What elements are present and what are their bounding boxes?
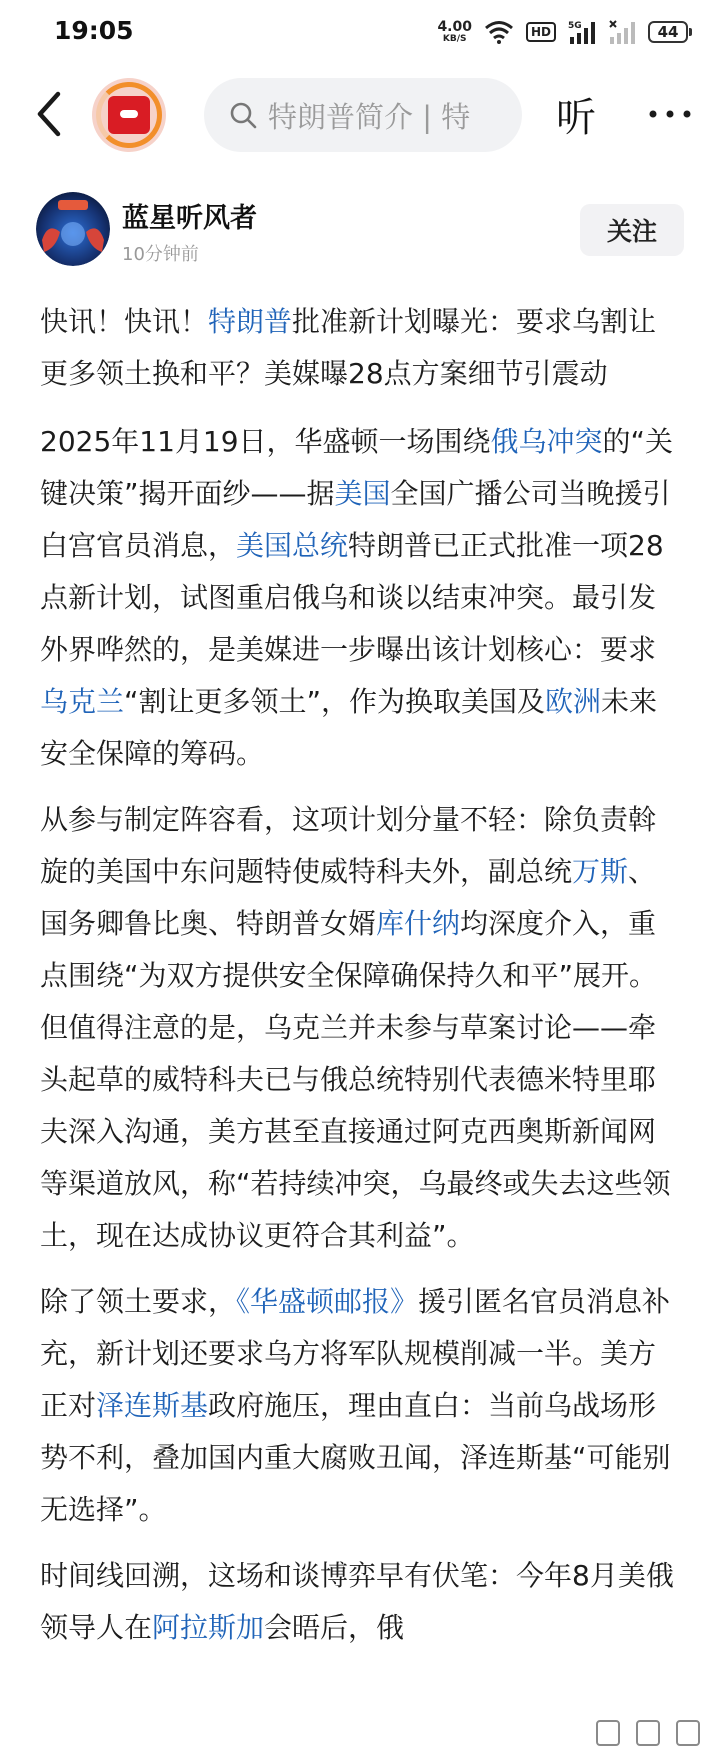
follow-button[interactable]: 关注 (580, 204, 684, 256)
article-link[interactable]: 阿拉斯加 (152, 1611, 265, 1644)
article-link[interactable]: 美国总统 (236, 529, 349, 562)
article-body (40, 296, 682, 1668)
article-text: 政府施压，理由直白：当前乌战场形势不利，叠加国内重大腐败丑闻，泽连斯基“可能别无选择”。 (40, 1389, 671, 1526)
article-text: 的“关键决策”揭开面纱——据 (40, 425, 674, 510)
article-text: 援引匿名官员消息补充，新计划还要求乌方将军队规模削减一半。美方正对 (40, 1285, 671, 1422)
floating-action-bar (588, 1716, 708, 1750)
signal-sim2-icon (608, 19, 636, 45)
post-time: 10分钟前 (122, 244, 199, 265)
wifi-icon (484, 20, 514, 44)
article-link[interactable]: 美国 (334, 477, 391, 510)
article-text: 时间线回溯，这场和谈博弈早有伏笔：今年8月美俄领导人在 (40, 1559, 674, 1644)
network-speed-value: 4.00 (437, 19, 472, 35)
battery-icon (648, 21, 692, 43)
article-paragraph (40, 416, 682, 780)
battery-level: 44 (648, 21, 688, 43)
article-link[interactable]: 欧洲 (545, 685, 602, 718)
listen-button[interactable]: 听 (556, 95, 596, 141)
svg-text:5G: 5G (568, 21, 582, 31)
status-time: 19:05 (54, 16, 134, 45)
author-row (0, 186, 720, 272)
search-icon (228, 100, 258, 130)
floating-action-icon[interactable] (636, 1720, 660, 1746)
article-link[interactable]: 乌克兰 (40, 685, 125, 718)
status-bar (0, 0, 720, 64)
author-avatar[interactable] (36, 192, 110, 266)
article-text: 2025年11月19日，华盛顿一场围绕 (40, 425, 491, 458)
article-text: “割让更多领土”，作为换取美国及 (124, 685, 546, 718)
hd-voice-badge: HD (526, 22, 556, 42)
network-speed-unit: KB/S (442, 34, 467, 44)
article-paragraph (40, 1276, 682, 1536)
article-text: 会晤后，俄 (264, 1611, 405, 1644)
network-speed (437, 20, 472, 44)
floating-action-icon[interactable] (676, 1720, 700, 1746)
article-text: 未来安全保障的筹码。 (40, 685, 658, 770)
article-text: 除了领土要求， (40, 1285, 237, 1318)
search-placeholder: 特朗普简介 | 特 (268, 99, 471, 134)
article-link[interactable]: 《华盛顿邮报》 (236, 1285, 419, 1318)
top-nav-bar (0, 64, 720, 164)
signal-5g-icon (568, 19, 596, 45)
battery-tip (689, 28, 692, 36)
search-bar[interactable] (204, 78, 522, 152)
article-text: 均深度介入，重点围绕“为双方提供安全保障确保持久和平”展开。但值得注意的是，乌克兰并未参与草案讨论——牵头起草的威特科夫已与俄总统特别代表德米特里耶夫深入沟通，美方甚至直接通过阿克西奥斯新闻网等渠道放风，称“若持续冲突，乌最终或失去这些领土，现在达成协议更符合其利益”。 (40, 907, 671, 1252)
article-link[interactable]: 万斯 (572, 855, 629, 888)
back-arrow-icon[interactable] (28, 86, 72, 142)
article-text: 全国广播公司当晚援引白宫官员消息， (40, 477, 671, 562)
article-link[interactable]: 库什纳 (376, 907, 461, 940)
article-text: 从参与制定阵容看，这项计划分量不轻：除负责斡旋的美国中东问题特使威特科夫外，副总统 (40, 803, 657, 888)
article-paragraph (40, 794, 682, 1262)
article-paragraph (40, 1550, 682, 1654)
more-options-icon[interactable] (645, 94, 695, 134)
floating-action-icon[interactable] (596, 1720, 620, 1746)
article-link[interactable]: 泽连斯基 (96, 1389, 209, 1422)
article-title (40, 296, 682, 400)
article-text: 批准新计划曝光：要求乌割让更多领土换和平？美媒曝28点方案细节引震动 (40, 305, 657, 390)
article-text: 特朗普已正式批准一项28点新计划，试图重启俄乌和谈以结束冲突。最引发外界哗然的，是美媒进一步曝出该计划核心：要求 (40, 529, 664, 666)
article-text: 、国务卿鲁比奥、特朗普女婿 (40, 855, 657, 940)
app-logo-core (108, 96, 150, 134)
article-text: 快讯！快讯！ (40, 305, 209, 338)
author-name[interactable]: 蓝星听风者 (122, 203, 257, 234)
article-link[interactable]: 俄乌冲突 (490, 425, 603, 458)
status-icons (437, 14, 692, 50)
article-link[interactable]: 特朗普 (208, 305, 293, 338)
app-logo-icon[interactable] (92, 78, 166, 152)
